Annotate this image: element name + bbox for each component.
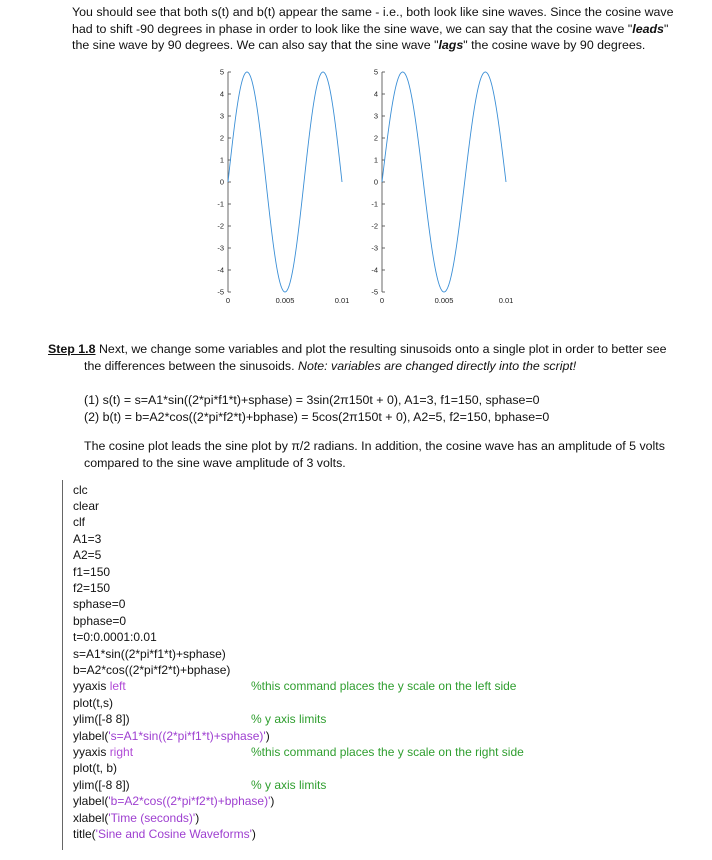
code-line-yyaxis-right <box>73 744 524 760</box>
conclusion-paragraph <box>84 438 684 471</box>
step-label: Step 1.8 <box>48 342 96 356</box>
y-tick-label: 4 <box>373 89 378 99</box>
code-line-title <box>73 826 256 842</box>
code-keyword: yyaxis <box>73 745 110 759</box>
code-text: xlabel( <box>73 811 109 825</box>
code-line-t: t=0:0.0001:0.01 <box>73 630 157 644</box>
code-string: 'Time (seconds)' <box>108 811 196 825</box>
lags-emphasis: lags <box>438 38 464 52</box>
code-listing <box>62 480 533 850</box>
sinusoid-plots <box>196 62 526 312</box>
step-paragraph <box>48 341 673 374</box>
x-tick-label: 0 <box>379 296 385 305</box>
code-text: ) <box>265 729 270 743</box>
leads-emphasis: leads <box>632 21 664 36</box>
code-text: title( <box>73 827 96 841</box>
code-text: ylim([-8 8]) <box>73 712 130 726</box>
code-line-ylabel-2 <box>73 793 274 809</box>
y-tick-label: 4 <box>219 89 224 99</box>
step-line-1 <box>48 341 673 358</box>
equation-1: (1) s(t) = s=A1*sin((2*pi*f1*t)+sphase) = 3sin(2π150t + 0), A1=3, f1=150, sphase=0 <box>84 393 540 407</box>
code-line-clear: clear <box>73 499 100 513</box>
code-comment: % y axis limits <box>251 712 327 726</box>
code-line-b: b=A2*cos((2*pi*f2*t)+bphase) <box>73 663 231 677</box>
code-line-plot-b: plot(t, b) <box>73 761 118 775</box>
code-line-bphase: bphase=0 <box>73 614 127 628</box>
code-keyword: yyaxis <box>73 679 110 693</box>
y-tick-label: -2 <box>217 221 224 231</box>
code-text: ylabel( <box>73 729 109 743</box>
y-tick-label: -5 <box>217 287 224 297</box>
y-tick-label: -4 <box>217 265 224 275</box>
code-text: ylabel( <box>73 794 109 808</box>
y-tick-label: 3 <box>219 111 224 121</box>
y-tick-label: -2 <box>371 221 378 231</box>
plot-2 <box>371 68 513 306</box>
code-line-a2: A2=5 <box>73 548 102 562</box>
y-tick-label: -3 <box>371 243 378 253</box>
intro-line-3-rest: " the cosine wave by 90 degrees. <box>463 38 646 52</box>
x-tick-label: 0 <box>225 296 231 305</box>
y-tick-label: 0 <box>373 177 378 187</box>
conclusion-line-2: compared to the sine wave amplitude of 3 volts. <box>84 455 346 470</box>
y-tick-label: -4 <box>371 265 378 275</box>
code-line-f1: f1=150 <box>73 565 111 579</box>
conclusion-line-1: The cosine plot leads the sine plot by π/2 radians. In addition, the cosine wave has an amplitude of 5 volts <box>84 439 665 453</box>
plot-1 <box>217 68 349 306</box>
plots-figure <box>196 62 526 312</box>
step-text-1: Next, we change some variables and plot the resulting sinusoids onto a single plot in order to better see <box>95 342 667 356</box>
code-string: 'b=A2*cos((2*pi*f2*t)+bphase)' <box>108 794 271 808</box>
code-text: ) <box>251 827 256 841</box>
code-line-a1: A1=3 <box>73 532 102 546</box>
step-line-2 <box>48 358 673 375</box>
intro-line-3-text: the sine wave by 90 degrees. We can also say that the sine wave " <box>72 38 439 52</box>
code-line-yyaxis-left <box>73 678 517 694</box>
y-tick-label: 5 <box>219 67 224 77</box>
intro-paragraph <box>72 4 672 54</box>
code-string: 'Sine and Cosine Waveforms' <box>95 827 252 841</box>
y-tick-label: 2 <box>373 133 378 143</box>
intro-line-1: You should see that both s(t) and b(t) appear the same - i.e., both look like sine waves. Since the cosine wave <box>72 5 674 19</box>
code-line-ylim-2 <box>73 777 327 793</box>
y-tick-label: 3 <box>373 111 378 121</box>
code-line-ylabel-1 <box>73 728 270 744</box>
y-tick-label: -1 <box>217 199 224 209</box>
code-text: ylim([-8 8]) <box>73 778 130 792</box>
code-comment: % y axis limits <box>251 778 327 792</box>
equation-2: (2) b(t) = b=A2*cos((2*pi*f2*t)+bphase) = 5cos(2π150t + 0), A2=5, f2=150, bphase=0 <box>84 409 550 424</box>
equations-block <box>84 392 644 425</box>
code-line-xlabel <box>73 810 199 826</box>
code-comment: %this command places the y scale on the right side <box>251 745 524 759</box>
intro-line-2-quote: " <box>663 21 669 36</box>
step-note: Note: variables are changed directly into the script! <box>298 358 577 373</box>
y-tick-label: -1 <box>371 199 378 209</box>
x-tick-label: 0.005 <box>275 296 295 305</box>
x-tick-label: 0.01 <box>334 296 350 305</box>
code-line-sphase: sphase=0 <box>73 597 126 611</box>
code-line-f2: f2=150 <box>73 581 111 595</box>
code-line-plot-s: plot(t,s) <box>73 696 114 710</box>
code-text: ) <box>195 811 200 825</box>
y-tick-label: 1 <box>373 155 378 165</box>
y-tick-label: 1 <box>219 155 224 165</box>
code-line-clc: clc <box>73 483 88 497</box>
code-line-ylim-1 <box>73 711 327 727</box>
x-tick-label: 0.005 <box>434 296 454 305</box>
intro-line-3 <box>72 37 672 54</box>
series-line <box>382 72 506 292</box>
x-tick-label: 0.01 <box>498 296 514 305</box>
code-line-clf: clf <box>73 515 85 529</box>
code-text: ) <box>270 794 275 808</box>
code-line-s: s=A1*sin((2*pi*f1*t)+sphase) <box>73 647 226 661</box>
intro-line-2 <box>72 21 672 38</box>
code-string: 's=A1*sin((2*pi*f1*t)+sphase)' <box>108 729 266 743</box>
y-tick-label: 5 <box>373 67 378 77</box>
y-tick-label: -3 <box>217 243 224 253</box>
step-text-2: the differences between the sinusoids. <box>84 358 298 373</box>
y-tick-label: -5 <box>371 287 378 297</box>
y-tick-label: 2 <box>219 133 224 143</box>
code-comment: %this command places the y scale on the left side <box>251 679 517 693</box>
y-tick-label: 0 <box>219 177 224 187</box>
code-arg: left <box>109 679 126 693</box>
series-line <box>228 72 342 292</box>
intro-line-2-text: had to shift -90 degrees in phase in order to look like the sine wave, we can say that the cosine wave " <box>72 21 633 36</box>
code-arg: right <box>109 745 134 759</box>
